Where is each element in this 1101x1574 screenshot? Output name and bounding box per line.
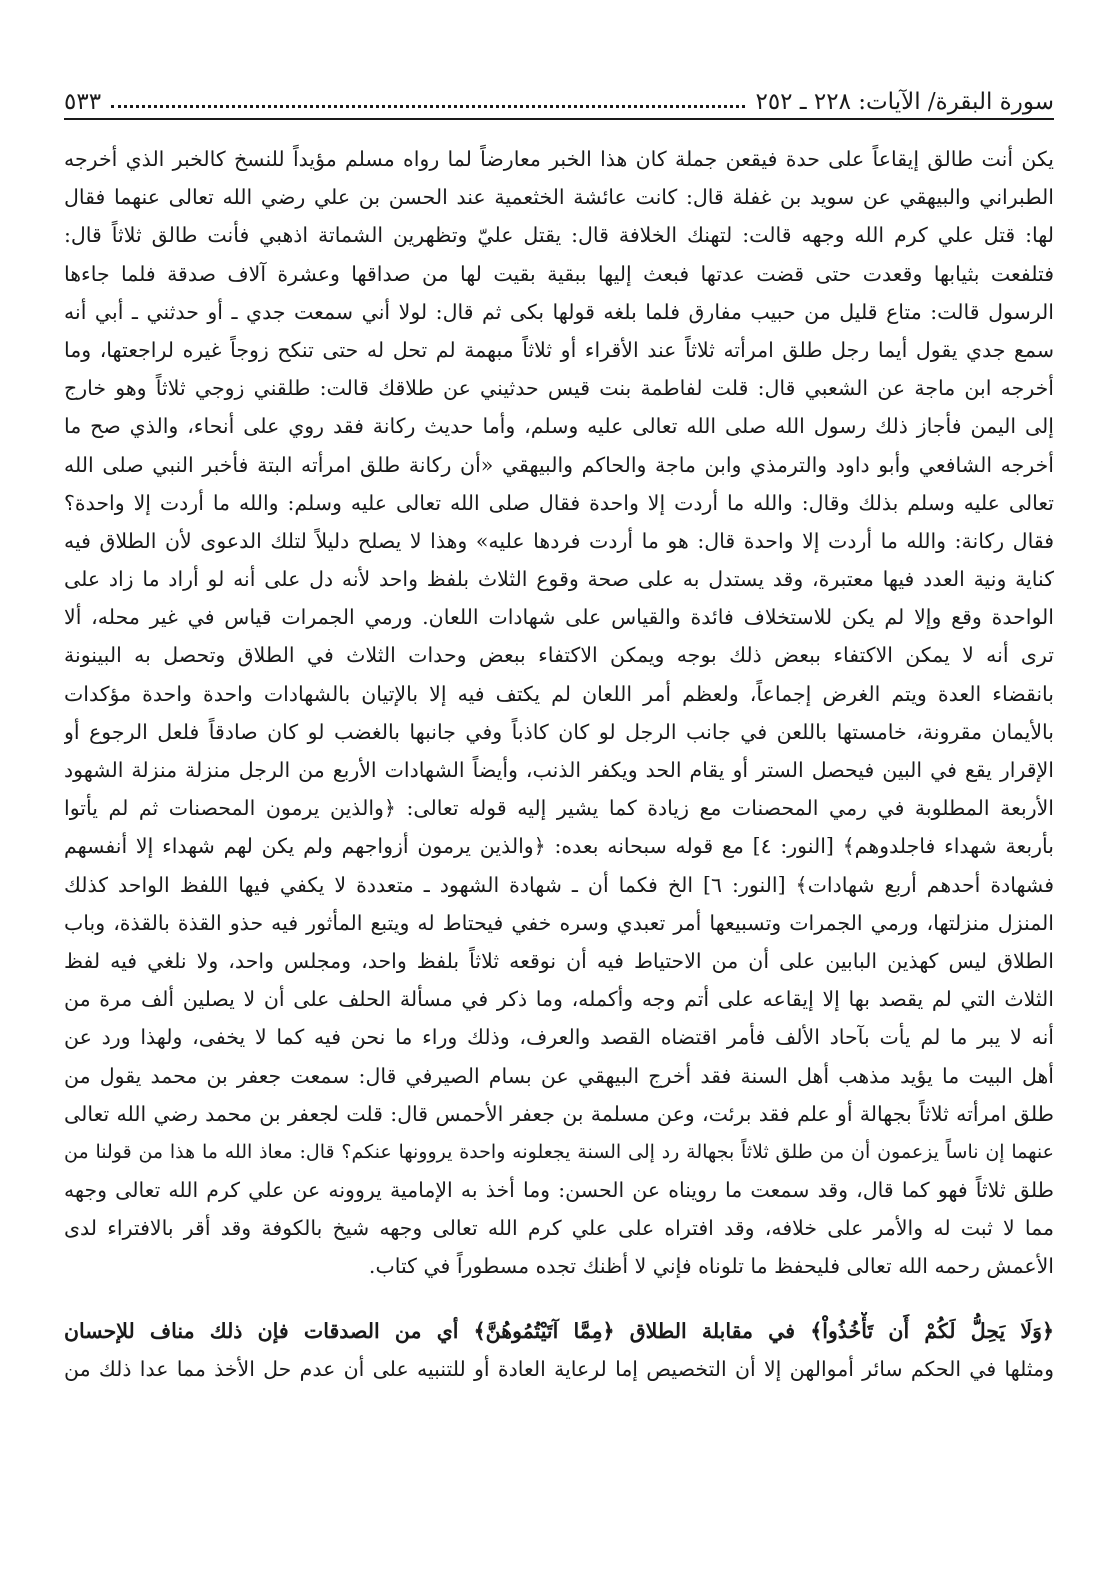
text-line: تعالى عليه وسلم بذلك وقال: والله ما أردت إلا واحدة فقال صلى الله تعالى عليه وسلم: والله ما أردت إلا واحدة؟ [64, 490, 1054, 515]
text-line: الطلاق ليس كهذين البابين على أن من الاحتياط فيه أن نوقعه ثلاثاً بلفظ واحد، ومجلس واحد، ولا نلغي فيه لفظ [64, 948, 1054, 973]
text-line: عنهما إن ناساً يزعمون أن من طلق ثلاثاً بجهالة رد إلى السنة يجعلونه واحدة يروونها عنكم؟ قال: معاذ الله ما هذا من قولنا من [64, 1140, 1054, 1163]
text-line: كناية ونية العدد فيها معتبرة، وقد يستدل به على صحة وقوع الثلاث بلفظ واحد لأنه دل على أنه لو أراد ما زاد على [64, 567, 1054, 592]
text-line: طلق ثلاثاً فهو كما قال، وقد سمعت ما رويناه عن الحسن: وما أخذ به الإمامية يروونه عن علي كرم الله تعالى وجهه [64, 1178, 1054, 1203]
text-line: أخرجه ابن ماجة عن الشعبي قال: قلت لفاطمة بنت قيس حدثيني عن طلاقك قالت: طلقني زوجي ثلاثاً وهو خارج [64, 376, 1054, 401]
text-line: سمع جدي يقول أيما رجل طلق امرأته ثلاثاً عند الأقراء أو ثلاثاً مبهمة لم تحل له حتى تنكح زوجاً غيره لراجعتها، وما [64, 337, 1054, 362]
paragraph-1 [64, 140, 1054, 1286]
text-line: فقال ركانة: والله ما أردت إلا واحدة قال: هو ما أردت فردها عليه» وهذا لا يصلح دليلاً لتلك الدعوى لأن الطلاق فيه [64, 528, 1054, 553]
quran-verse-line: ﴿وَلَا يَحِلُّ لَكُمْ أَن تَأْخُذُواْ﴾ في مقابلة الطلاق ﴿مِمَّا آتَيْتُمُوهُنَّ﴾ أي من الصدقات فإن ذلك مناف للإحسان [64, 1318, 1054, 1343]
header-dot-leader [111, 105, 745, 108]
text-line: الأعمش رحمه الله تعالى فليحفظ ما تلوناه فإني لا أظنك تجده مسطوراً في كتاب. [368, 1254, 1054, 1279]
text-line: الأربعة المطلوبة في رمي المحصنات مع زيادة كما يشير إليه قوله تعالى: ﴿والذين يرمون المحصنات ثم لم يأتوا [64, 796, 1054, 821]
paragraph-spacer [64, 1286, 1054, 1312]
text-line: الواحدة وقع وإلا لم يكن للاستخلاف فائدة والقياس على شهادات اللعان. ورمي الجمرات قياس في غير محله، ألا [64, 605, 1054, 630]
text-line: بأربعة شهداء فاجلدوهم﴾ [النور: ٤] مع قوله سبحانه بعده: ﴿والذين يرمون أزواجهم ولم يكن لهم شهداء إلا أنفسهم [64, 834, 1054, 859]
text-line: أخرجه الشافعي وأبو داود والترمذي وابن ماجة والحاكم والبيهقي «أن ركانة طلق امرأته البتة فأخبر النبي صلى الله [64, 452, 1054, 477]
text-line: ترى أنه لا يمكن الاكتفاء ببعض ذلك بوجه ويمكن الاكتفاء ببعض وحدات الثلاث في الطلاق وتحصل به البينونة [64, 643, 1054, 668]
body-text [64, 140, 1054, 1388]
text-line: الرسول قالت: متاع قليل من حبيب مفارق فلما بلغه قولها بكى ثم قال: لولا أني سمعت جدي ـ أو حدثني ـ أبي أنه [64, 299, 1054, 324]
text-line: ومثلها في الحكم سائر أموالهن إلا أن التخصيص إما لرعاية العادة أو للتنبيه على أن عدم حل الأخذ مما عدا ذلك من [64, 1356, 1054, 1381]
text-line: الطبراني والبيهقي عن سويد بن غفلة قال: كانت عائشة الخثعمية عند الحسن بن علي رضي الله تعالى عنهما فقال [64, 185, 1054, 210]
running-title: سورة البقرة/ الآيات: ٢٢٨ ـ ٢٥٢ [755, 89, 1054, 115]
text-line: بالأيمان مقرونة، خامستها باللعن في جانب الرجل لو كان كاذباً وفي جانبها بالغضب لو كان صادقاً فلعل الرجوع أو [64, 719, 1054, 744]
text-line: المنزل منزلتها، ورمي الجمرات وتسبيعها أمر تعبدي وسره خفي فيحتاط له ويتبع المأثور فيه حذو القذة بالقذة، وباب [64, 910, 1054, 935]
text-line: الثلاث التي لم يقصد بها إلا إيقاعه على أتم وجه وأكمله، وما ذكر في مسألة الحلف على أن لا يصلين ألف مرة من [64, 987, 1054, 1012]
text-line: طلق امرأته ثلاثاً بجهالة أو علم فقد برئت، وعن مسلمة بن جعفر الأحمس قال: قلت لجعفر بن محمد رضي الله تعالى [64, 1101, 1054, 1126]
text-line: أنه لا يبر ما لم يأت بآحاد الألف فأمر اقتضاه القصد والعرف، وذلك وراء ما نحن فيه كما لا يخفى، ولهذا ورد عن [64, 1025, 1054, 1050]
text-line: بانقضاء العدة ويتم الغرض إجماعاً، ولعظم أمر اللعان لم يكتف فيه إلا بالإتيان بالشهادات واحدة واحدة مؤكدات [64, 681, 1054, 706]
text-line: فتلفعت بثيابها وقعدت حتى قضت عدتها فبعث إليها ببقية بقيت لها من صداقها وعشرة آلاف صدقة فلما جاءها [64, 261, 1054, 286]
text-line: لها: قتل علي كرم الله وجهه قالت: لتهنك الخلافة قال: يقتل عليّ وتظهرين الشماتة اذهبي فأنت طالق ثلاثاً قال: [64, 223, 1054, 248]
text-line: مما لا ثبت له والأمر على خلافه، وقد افتراه على علي كرم الله تعالى وجهه شيخ بالكوفة وقد أقر بالافتراء لدى [64, 1216, 1054, 1241]
text-line: إلى اليمن فأجاز ذلك رسول الله صلى الله تعالى عليه وسلم، وأما حديث ركانة فقد روي على أنحاء، والذي صح ما [64, 414, 1054, 439]
page-header [64, 84, 1054, 120]
paragraph-2 [64, 1312, 1054, 1388]
page-number: ٥٣٣ [64, 89, 102, 115]
text-line: أهل البيت ما يؤيد مذهب أهل السنة فقد أخرج البيهقي عن بسام الصيرفي قال: سمعت جعفر بن محمد يقول من [64, 1063, 1054, 1088]
text-line: يكن أنت طالق إيقاعاً على حدة فيقعن جملة كان هذا الخبر معارضاً لما رواه مسلم مؤيداً للنسخ كالخبر الذي أخرجه [64, 147, 1054, 171]
text-line: الإقرار يقع في البين فيحصل الستر أو يقام الحد ويكفر الذنب، وأيضاً الشهادات الأربع من الرجل منزلة منزلة الشهود [64, 758, 1054, 782]
text-line: فشهادة أحدهم أربع شهادات﴾ [النور: ٦] الخ فكما أن ـ شهادة الشهود ـ متعددة لا يكفي فيها اللفظ الواحد كذلك [64, 872, 1054, 897]
